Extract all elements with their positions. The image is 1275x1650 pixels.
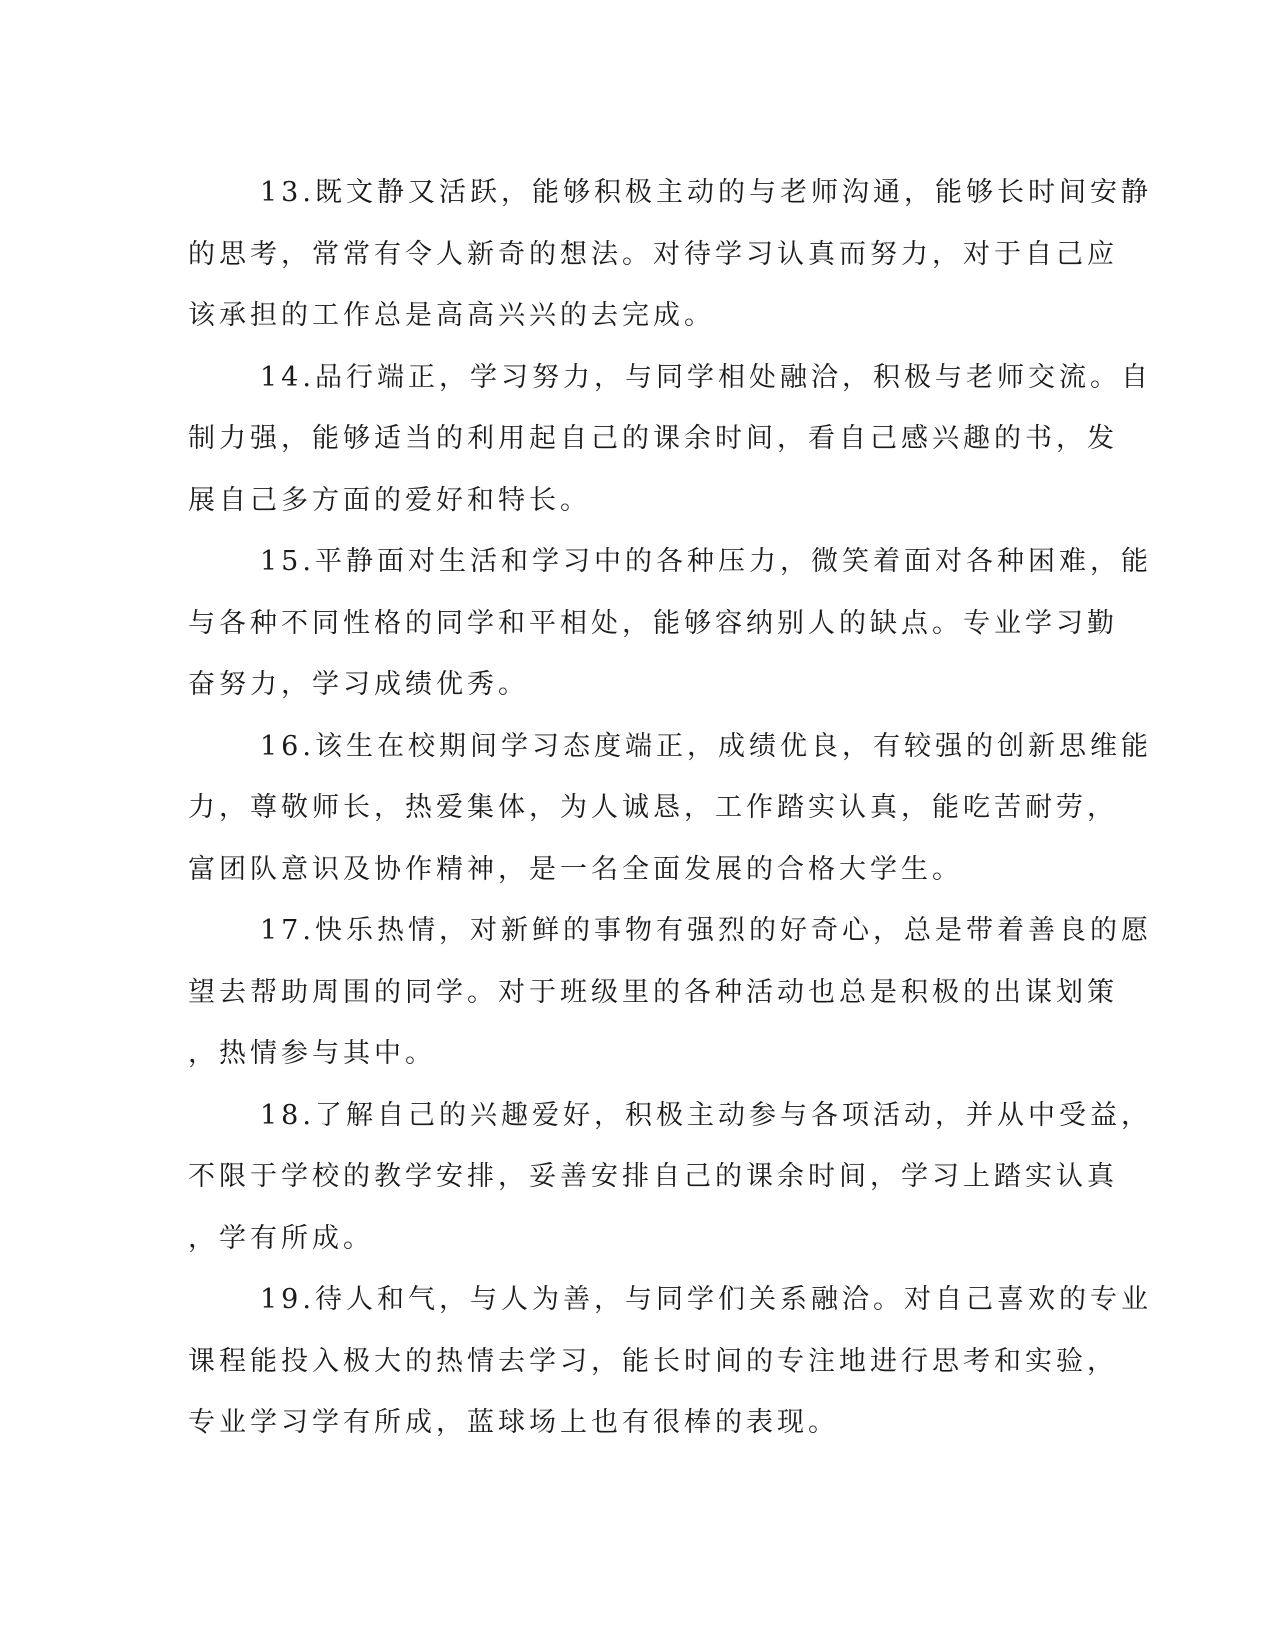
paragraph-line: 16.该生在校期间学习态度端正，成绩优良，有较强的创新思维能	[260, 730, 1152, 762]
paragraph-line: 14.品行端正，学习努力，与同学相处融洽，积极与老师交流。自	[260, 361, 1152, 393]
paragraph-15	[188, 531, 1152, 716]
paragraph-line: 该承担的工作总是高高兴兴的去完成。	[188, 300, 715, 331]
paragraph-line: 与各种不同性格的同学和平相处，能够容纳别人的缺点。专业学习勤	[188, 607, 1118, 639]
paragraph-line: 望去帮助周围的同学。对于班级里的各种活动也总是积极的出谋划策	[188, 976, 1118, 1008]
paragraph-line: 奋努力，学习成绩优秀。	[188, 669, 529, 700]
paragraph-18	[188, 1085, 1152, 1270]
paragraph-line: 13.既文静又活跃，能够积极主动的与老师沟通，能够长时间安静	[260, 177, 1152, 208]
paragraph-line: 课程能投入极大的热情去学习，能长时间的专注地进行思考和实验，	[188, 1345, 1118, 1377]
paragraph-line: ，热情参与其中。	[188, 1038, 436, 1069]
paragraph-line: 19.待人和气，与人为善，与同学们关系融洽。对自己喜欢的专业	[260, 1284, 1152, 1315]
paragraph-line: 专业学习学有所成，蓝球场上也有很棒的表现。	[188, 1407, 839, 1438]
paragraph-line: 展自己多方面的爱好和特长。	[188, 484, 591, 516]
paragraph-line: 18.了解自己的兴趣爱好，积极主动参与各项活动，并从中受益，	[260, 1099, 1152, 1131]
paragraph-line: 的思考，常常有令人新奇的想法。对待学习认真而努力，对于自己应	[188, 238, 1118, 270]
paragraph-line: 17.快乐热情，对新鲜的事物有强烈的好奇心，总是带着善良的愿	[260, 915, 1152, 946]
paragraph-16	[188, 716, 1152, 901]
paragraph-line: 富团队意识及协作精神，是一名全面发展的合格大学生。	[188, 853, 963, 885]
paragraph-13	[188, 162, 1152, 347]
paragraph-14	[188, 347, 1152, 532]
paragraph-line: 不限于学校的教学安排，妥善安排自己的课余时间，学习上踏实认真	[188, 1161, 1118, 1192]
paragraph-line: 力，尊敬师长，热爱集体，为人诚恳，工作踏实认真，能吃苦耐劳，	[188, 792, 1118, 823]
paragraph-line: 制力强，能够适当的利用起自己的课余时间，看自己感兴趣的书，发	[188, 423, 1118, 454]
paragraph-19	[188, 1269, 1152, 1454]
paragraph-line: 15.平静面对生活和学习中的各种压力，微笑着面对各种困难，能	[260, 546, 1152, 577]
document-body	[188, 162, 1152, 1454]
paragraph-17	[188, 900, 1152, 1085]
paragraph-line: ，学有所成。	[188, 1222, 374, 1254]
